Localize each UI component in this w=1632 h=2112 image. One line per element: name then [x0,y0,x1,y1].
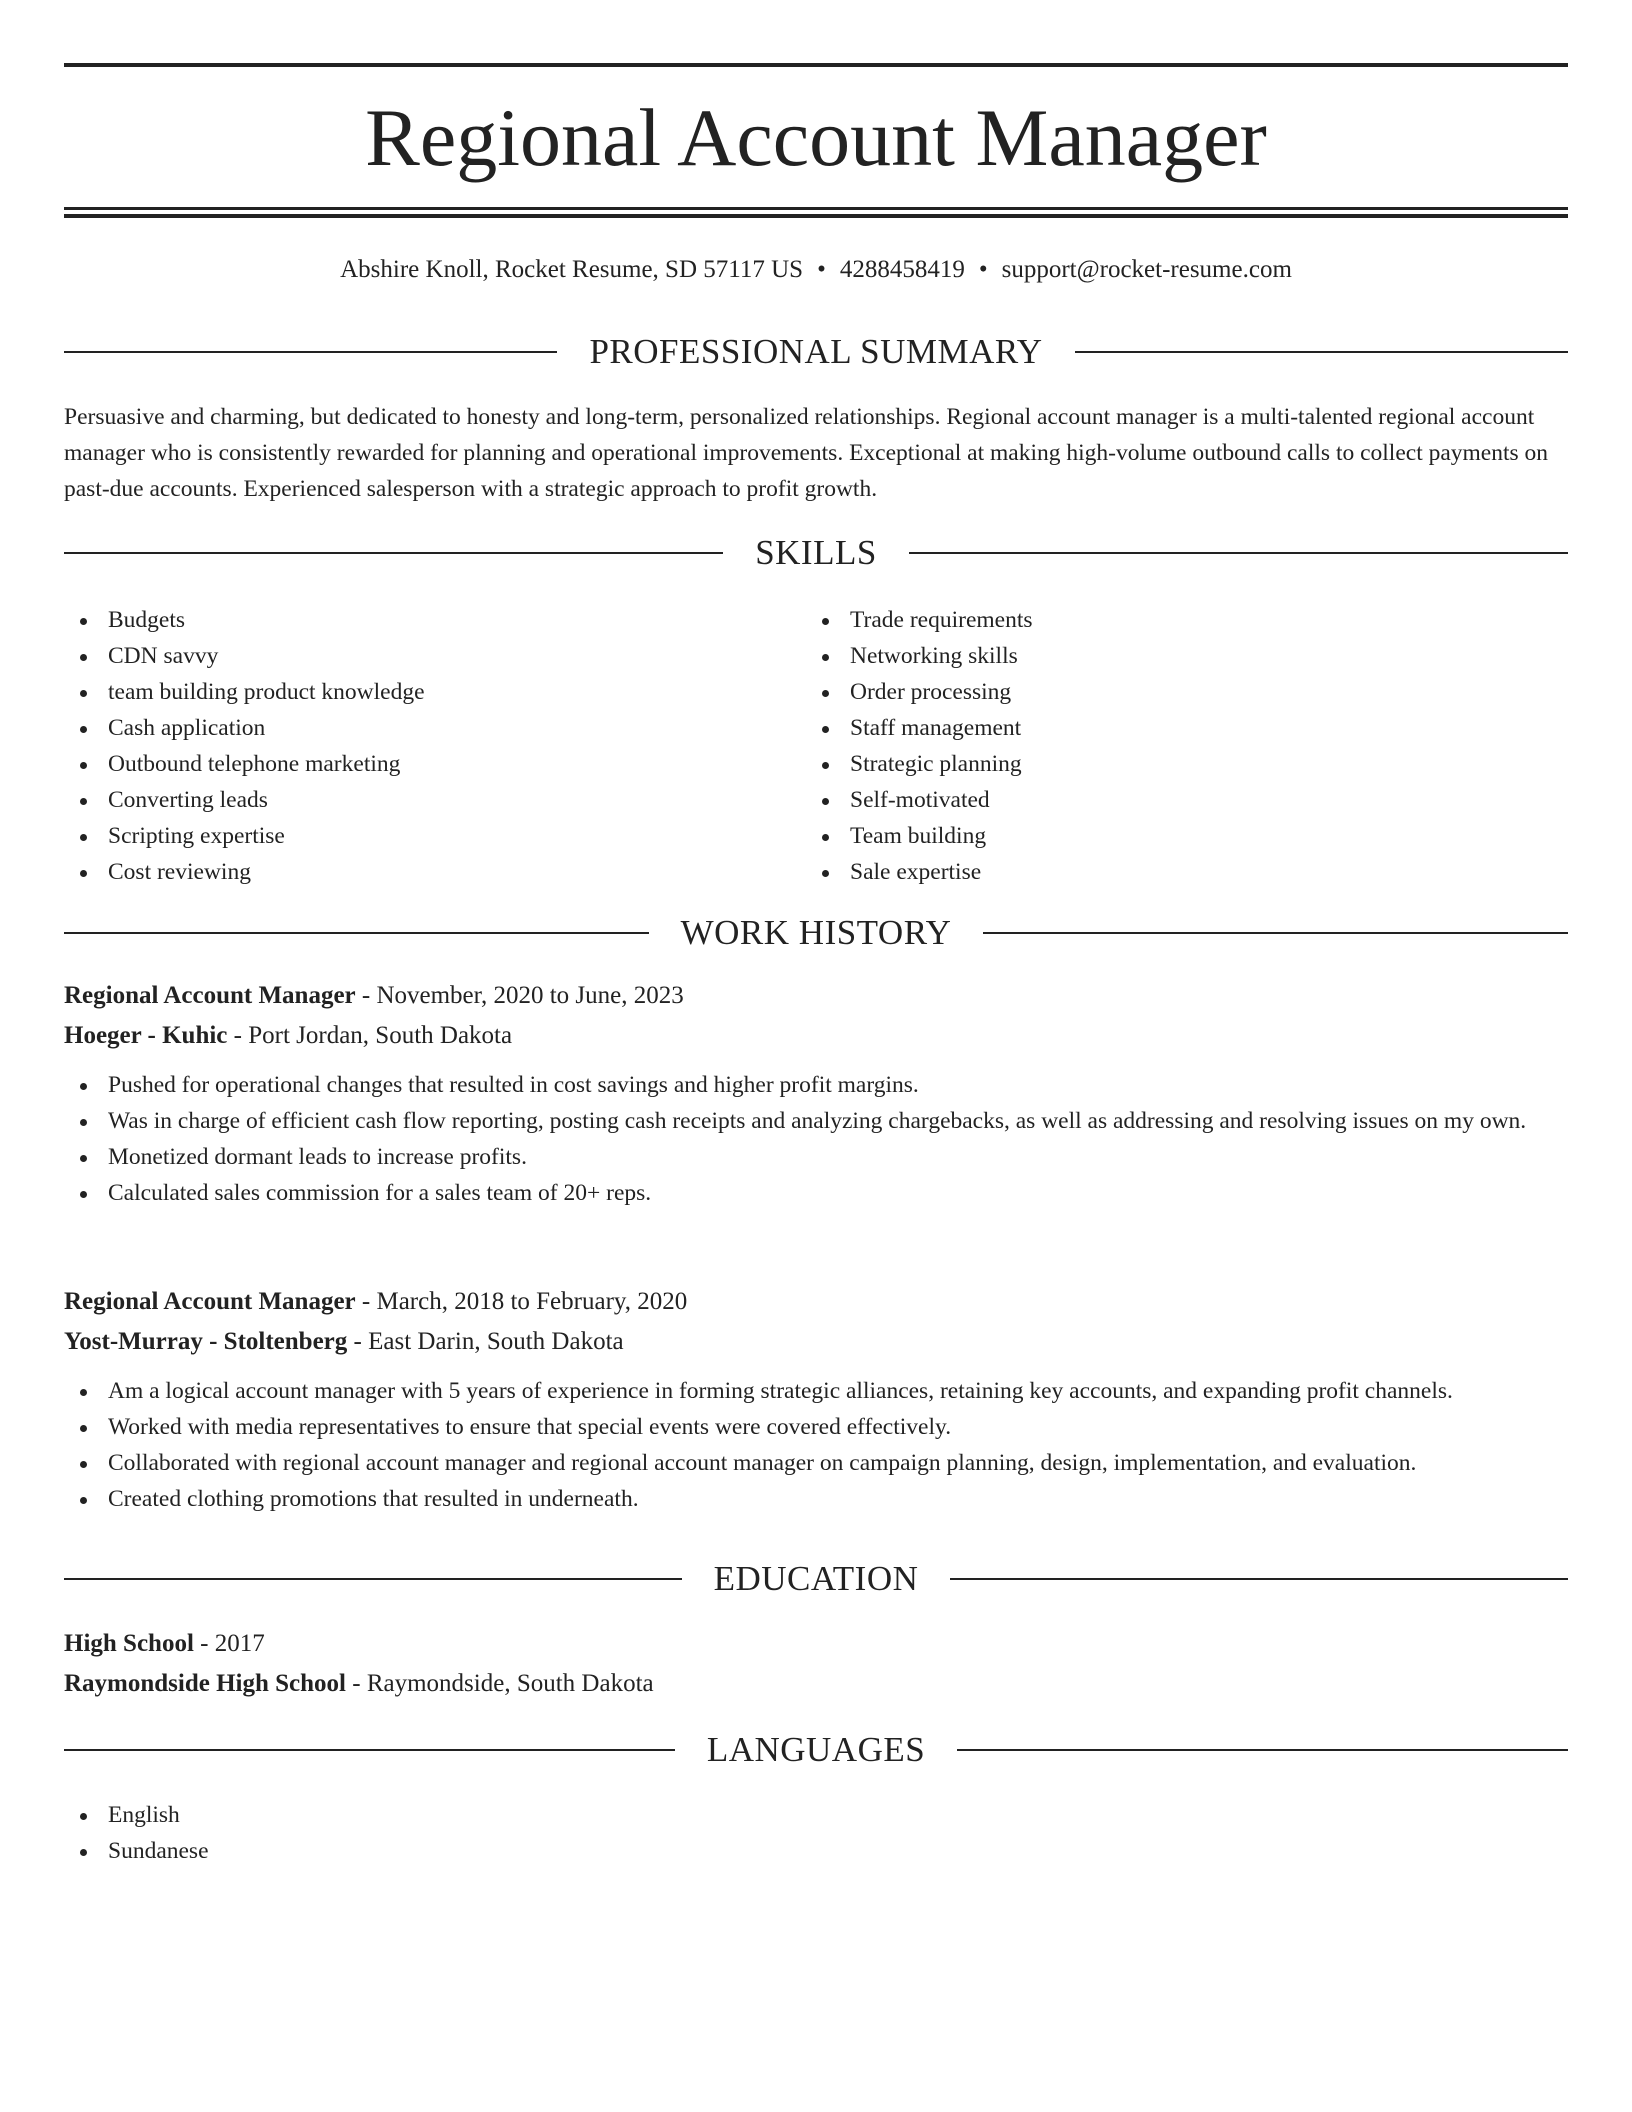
languages-list [64,1797,764,1869]
education-school: Raymondside High School [64,1670,347,1697]
section-rule [950,1578,1568,1580]
job-title: Regional Account Manager [64,1288,356,1315]
job-bullet: Monetized dormant leads to increase profits. [64,1139,1568,1175]
title-rule-upper [64,207,1568,210]
section-heading: WORK HISTORY [680,913,952,952]
job-bullet: Calculated sales commission for a sales team of 20+ reps. [64,1175,1568,1211]
skill-item: CDN savvy [64,638,764,674]
job-title-line [64,977,1568,1015]
job-company-line [64,1323,1568,1361]
language-item: Sundanese [64,1833,764,1869]
section-rule [1075,351,1568,353]
section-heading: LANGUAGES [706,1730,926,1769]
education-year: - 2017 [193,1630,265,1657]
skill-item: Cost reviewing [64,854,764,890]
job-title: Regional Account Manager [64,982,356,1009]
section-rule [64,932,649,934]
job-bullet: Am a logical account manager with 5 years of experience in forming strategic alliances, retaining key accounts, and expanding profit channels. [64,1373,1568,1409]
skill-item: Team building [806,818,1506,854]
top-rule [64,63,1568,67]
job-bullet: Created clothing promotions that resulted in underneath. [64,1481,1568,1517]
skills-section-header [64,531,1568,575]
job-company: Hoeger - Kuhic [64,1022,228,1049]
contact-line [64,252,1568,288]
job-bullet: Was in charge of efficient cash flow reporting, posting cash receipts and analyzing chargebacks, as well as addressing and resolving issues on my own. [64,1103,1568,1139]
language-item: English [64,1797,764,1833]
section-rule [64,351,557,353]
contact-separator: • [978,256,988,283]
contact-separator: • [817,256,826,283]
education-location: - Raymondside, South Dakota [346,1670,654,1697]
education-degree: High School [64,1630,194,1657]
contact-phone: 4288458419 [839,256,965,283]
skill-item: Sale expertise [806,854,1506,890]
summary-text: Persuasive and charming, but dedicated to honesty and long-term, personalized relationships. Regional account manager is a multi-talented regional account manager who is consistently rewarded for planning and operational improvements. Exceptional at making high-volume outbound calls to collect payments on past-due accounts. Experienced salesperson with a strategic approach to profit growth. [64,404,1549,502]
education-school-line [64,1665,1568,1703]
contact-address: Abshire Knoll, Rocket Resume, SD 57117 US [340,256,804,283]
skill-item: Trade requirements [806,602,1506,638]
job-entry [64,1283,1568,1517]
section-rule [64,1578,682,1580]
job-title-line [64,1283,1568,1321]
section-heading: PROFESSIONAL SUMMARY [589,332,1043,371]
section-rule [957,1749,1568,1751]
job-bullets [64,1067,1568,1211]
education-entry [64,1625,1568,1703]
title-rule-lower [64,214,1568,218]
section-heading: EDUCATION [713,1559,919,1598]
section-rule [909,552,1568,554]
section-rule [983,932,1568,934]
skill-item: Scripting expertise [64,818,764,854]
job-bullet: Pushed for operational changes that resulted in cost savings and higher profit margins. [64,1067,1568,1103]
skill-item: team building product knowledge [64,674,764,710]
skills-column-right [806,602,1506,890]
contact-email: support@rocket-resume.com [1001,256,1292,283]
job-company: Yost-Murray - Stoltenberg [64,1328,348,1355]
skill-item: Strategic planning [806,746,1506,782]
work-section-header [64,911,1568,955]
skill-item: Self-motivated [806,782,1506,818]
resume-title: Regional Account Manager [365,92,1267,183]
job-location: - East Darin, South Dakota [347,1328,624,1355]
skill-item: Networking skills [806,638,1506,674]
job-dates: - November, 2020 to June, 2023 [355,982,684,1009]
job-location: - Port Jordan, South Dakota [227,1022,513,1049]
section-heading: SKILLS [755,533,877,572]
education-section-header [64,1557,1568,1601]
skills-column-left [64,602,764,890]
job-bullet: Collaborated with regional account manager and regional account manager on campaign planning, design, implementation, and evaluation. [64,1445,1568,1481]
section-rule [64,1749,675,1751]
job-dates: - March, 2018 to February, 2020 [355,1288,688,1315]
skill-item: Converting leads [64,782,764,818]
job-company-line [64,1017,1568,1055]
job-bullet: Worked with media representatives to ensure that special events were covered effectively. [64,1409,1568,1445]
job-entry [64,977,1568,1211]
education-degree-line [64,1625,1568,1663]
skill-item: Order processing [806,674,1506,710]
skill-item: Cash application [64,710,764,746]
job-bullets [64,1373,1568,1517]
languages-section-header [64,1728,1568,1772]
skill-item: Budgets [64,602,764,638]
summary-section-header [64,330,1568,374]
skill-item: Staff management [806,710,1506,746]
section-rule [64,552,723,554]
skill-item: Outbound telephone marketing [64,746,764,782]
